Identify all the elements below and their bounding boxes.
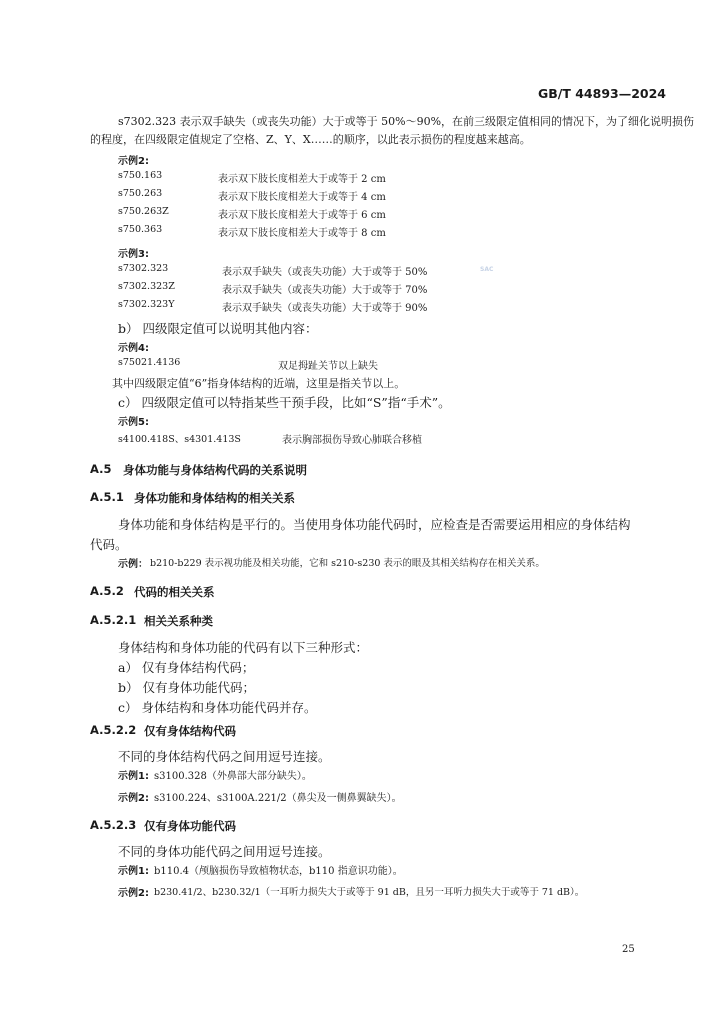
example2-label: 示例2: xyxy=(118,156,149,167)
item-c: c） 四级限定值可以特指某些干预手段，比如“S”指“手术”。 xyxy=(118,395,451,410)
example2-code: s750.363 xyxy=(118,224,163,235)
section-a521-number: A.5.2.1 xyxy=(90,613,137,627)
example2-text: 表示双下肢长度相差大于或等于 2 cm xyxy=(218,174,386,185)
page-number: 25 xyxy=(622,944,635,955)
example4-note: 其中四级限定值“6”指身体结构的近端，这里是指关节以上。 xyxy=(112,377,406,390)
section-a51-para-line-1: 身体功能和身体结构是平行的。当使用身体功能代码时，应检查是否需要运用相应的身体结构 xyxy=(118,517,631,532)
section-a522-title: 仅有身体结构代码 xyxy=(144,724,236,738)
section-a523-example1-label: 示例1: xyxy=(118,866,149,877)
section-a522-example1-label: 示例1: xyxy=(118,771,149,782)
section-a522-number: A.5.2.2 xyxy=(90,723,137,737)
section-a523-example2-label: 示例2: xyxy=(118,888,149,899)
example5-code: s4100.418S、s4301.413S xyxy=(118,434,241,445)
watermark-logo: SAC xyxy=(480,266,494,273)
section-a5-number: A.5 xyxy=(90,462,112,476)
intro-line-2: 的程度，在四级限定值规定了空格、Z、Y、X……的顺序，以此表示损伤的程度越来越高。 xyxy=(90,133,531,146)
section-a51-example-text: b210-b229 表示视功能及相关功能，它和 s210-s230 表示的眼及其相关结构存在相关关系。 xyxy=(150,558,545,569)
section-a522-para: 不同的身体结构代码之间用逗号连接。 xyxy=(118,749,331,764)
example3-label: 示例3: xyxy=(118,249,149,260)
section-a521-title: 相关关系种类 xyxy=(144,614,213,628)
example3-code: s7302.323Y xyxy=(118,299,175,310)
example3-text: 表示双手缺失（或丧失功能）大于或等于 90% xyxy=(222,303,428,314)
section-a521-item: c） 身体结构和身体功能代码并存。 xyxy=(118,700,317,715)
section-a523-number: A.5.2.3 xyxy=(90,818,137,832)
example3-text: 表示双手缺失（或丧失功能）大于或等于 70% xyxy=(222,285,428,296)
example3-code: s7302.323 xyxy=(118,263,169,274)
section-a523-example1-text: b110.4（颅脑损伤导致植物状态，b110 指意识功能）。 xyxy=(154,866,403,877)
section-a51-para-line-2: 代码。 xyxy=(90,537,128,552)
section-a522-example1-text: s3100.328（外鼻部大部分缺失）。 xyxy=(154,771,312,782)
section-a51-number: A.5.1 xyxy=(90,490,124,504)
example2-code: s750.263 xyxy=(118,188,163,199)
section-a52-title: 代码的相关关系 xyxy=(134,585,215,599)
section-a523-example2-text: b230.41/2、b230.32/1（一耳听力损失大于或等于 91 dB，且另一耳听力损失大于或等于 71 dB）。 xyxy=(154,887,585,898)
section-a521-item: a） 仅有身体结构代码； xyxy=(118,660,255,675)
section-a51-example-label: 示例： xyxy=(118,559,148,570)
section-a52-number: A.5.2 xyxy=(90,584,124,598)
example4-text: 双足拇趾关节以上缺失 xyxy=(278,361,378,372)
item-b: b） 四级限定值可以说明其他内容： xyxy=(118,321,318,336)
section-a521-item: b） 仅有身体功能代码； xyxy=(118,680,255,695)
intro-line-1: s7302.323 表示双手缺失（或丧失功能）大于或等于 50%～90%，在前三级限定值相同的情况下，为了细化说明损伤 xyxy=(118,115,695,128)
section-a51-title: 身体功能和身体结构的相关关系 xyxy=(134,491,295,505)
example2-text: 表示双下肢长度相差大于或等于 8 cm xyxy=(218,228,386,239)
section-a523-para: 不同的身体功能代码之间用逗号连接。 xyxy=(118,844,331,859)
example5-label: 示例5: xyxy=(118,417,149,428)
section-a522-example2-text: s3100.224、s3100A.221/2（鼻尖及一侧鼻翼缺失）。 xyxy=(154,793,402,804)
section-a522-example2-label: 示例2: xyxy=(118,793,149,804)
section-a523-title: 仅有身体功能代码 xyxy=(144,819,236,833)
standard-code: GB/T 44893—2024 xyxy=(538,86,667,101)
example5-text: 表示胸部损伤导致心肺联合移植 xyxy=(282,435,422,446)
example4-code: s75021.4136 xyxy=(118,357,181,368)
example2-code: s750.263Z xyxy=(118,206,169,217)
section-a521-para: 身体结构和身体功能的代码有以下三种形式： xyxy=(118,640,369,655)
example4-label: 示例4: xyxy=(118,343,149,354)
example2-code: s750.163 xyxy=(118,170,163,181)
example3-text: 表示双手缺失（或丧失功能）大于或等于 50% xyxy=(222,267,428,278)
example2-text: 表示双下肢长度相差大于或等于 4 cm xyxy=(218,192,386,203)
example2-text: 表示双下肢长度相差大于或等于 6 cm xyxy=(218,210,386,221)
section-a5-title: 身体功能与身体结构代码的关系说明 xyxy=(123,463,307,477)
example3-code: s7302.323Z xyxy=(118,281,175,292)
